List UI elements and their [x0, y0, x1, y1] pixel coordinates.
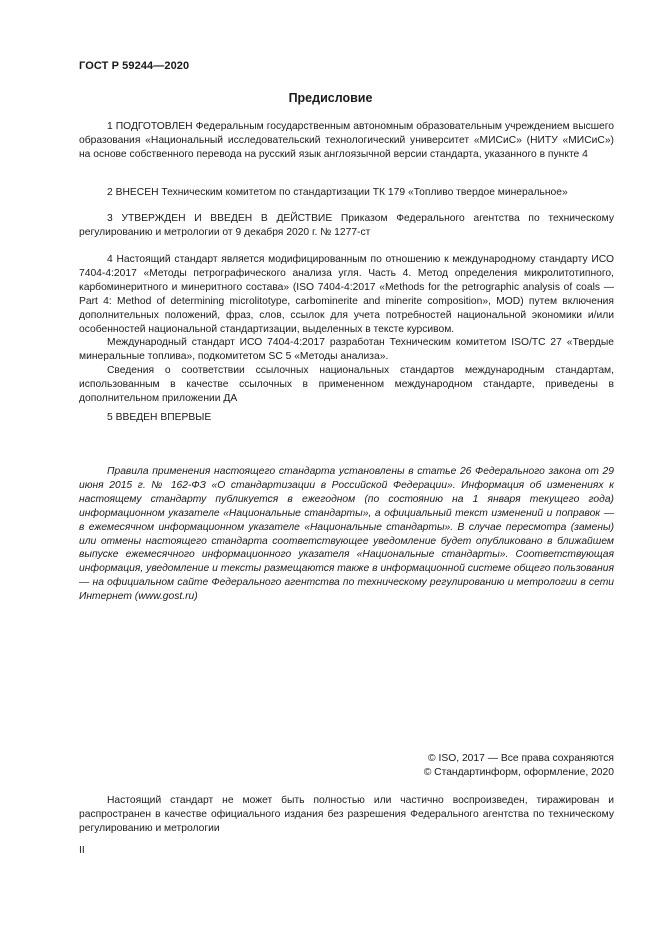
copyright-iso: © ISO, 2017 — Все права сохраняются	[428, 753, 614, 764]
copyright-block	[214, 752, 614, 780]
section-1	[79, 120, 614, 162]
page-number: II	[79, 845, 85, 856]
section-5-text: 5 ВВЕДЕН ВПЕРВЫЕ	[107, 412, 212, 423]
section-2-text: 2 ВНЕСЕН Техническим комитетом по стандартизации ТК 179 «Топливо твердое минеральное»	[107, 187, 568, 198]
section-4-paragraph-2: Международный стандарт ИСО 7404-4:2017 разработан Техническим комитетом ISO/TC 27 «Твердые минеральные топлива», подкомитетом SC 5 «Методы анализа».	[79, 337, 614, 363]
legal-notice	[79, 794, 614, 836]
standard-code-header: ГОСТ Р 59244—2020	[79, 60, 190, 72]
section-3	[79, 212, 614, 240]
section-3-text: 3 УТВЕРЖДЕН И ВВЕДЕН В ДЕЙСТВИЕ Приказом Федерального агентства по техническому регулированию и метрологии от 9 декабря 2020 г. № 1277-ст	[79, 213, 614, 238]
page-title: Предисловие	[288, 91, 373, 105]
copyright-standartinform: © Стандартинформ, оформление, 2020	[423, 766, 614, 778]
section-4-paragraph-3: Сведения о соответствии ссылочных национальных стандартов международным стандартам, использованным в качестве ссылочных в примененном международном стандарте, приведены в дополнительном приложении ДА	[79, 365, 614, 405]
legal-text: Настоящий стандарт не может быть полностью или частично воспроизведен, тиражирован и распространен в качестве официального издания без разрешения Федерального агентства по техническому регулированию и метрологии	[79, 795, 614, 834]
section-4-paragraph-1: 4 Настоящий стандарт является модифицированным по отношению к международному стандарту ИСО 7404-4:2017 «Методы петрографического анализа угля. Часть 4. Метод определения микролитотипного, карбоминеритного и минеритного состава» (ISO 7404-4:2017 «Methods for the petrographic analysis of coals — Part 4: Method of determining microlitotype, carbominerite and minerite composition», MOD) путем включения дополнительных положений, фраз, слов, ссылок для учета потребностей национальной экономики и/или особенностей национальной стандартизации, выделенных в тексте курсивом.	[79, 254, 614, 335]
application-rules-notice	[79, 465, 614, 604]
section-4	[79, 253, 614, 406]
notice-text: Правила применения настоящего стандарта установлены в статье 26 Федерального закона от 29 июня 2015 г. № 162-ФЗ «О стандартизации в Российской Федерации». Информация об изменениях к настоящему стандарту публикуется в ежегодном (по состоянию на 1 января текущего года) информационном указателе «Национальные стандарты», а официальный текст изменений и поправок — в ежемесячном информационном указателе «Национальные стандарты». В случае пересмотра (замены) или отмены настоящего стандарта соответствующее уведомление будет опубликовано в ближайшем выпуске ежемесячного информационного указателя «Национальные стандарты». Соответствующая информация, уведомление и тексты размещаются также в информационной системе общего пользования — на официальном сайте Федерального агентства по техническому регулированию и метрологии в сети Интернет (www.gost.ru)	[79, 466, 614, 603]
section-2	[79, 186, 614, 200]
section-1-text: 1 ПОДГОТОВЛЕН Федеральным государственным автономным образовательным учреждением высшего образования «Национальный исследовательский технологический университет «МИСиС» (НИТУ «МИСиС») на основе собственного перевода на русский язык англоязычной версии стандарта, указанного в пункте 4	[79, 121, 614, 160]
section-5	[79, 411, 614, 425]
